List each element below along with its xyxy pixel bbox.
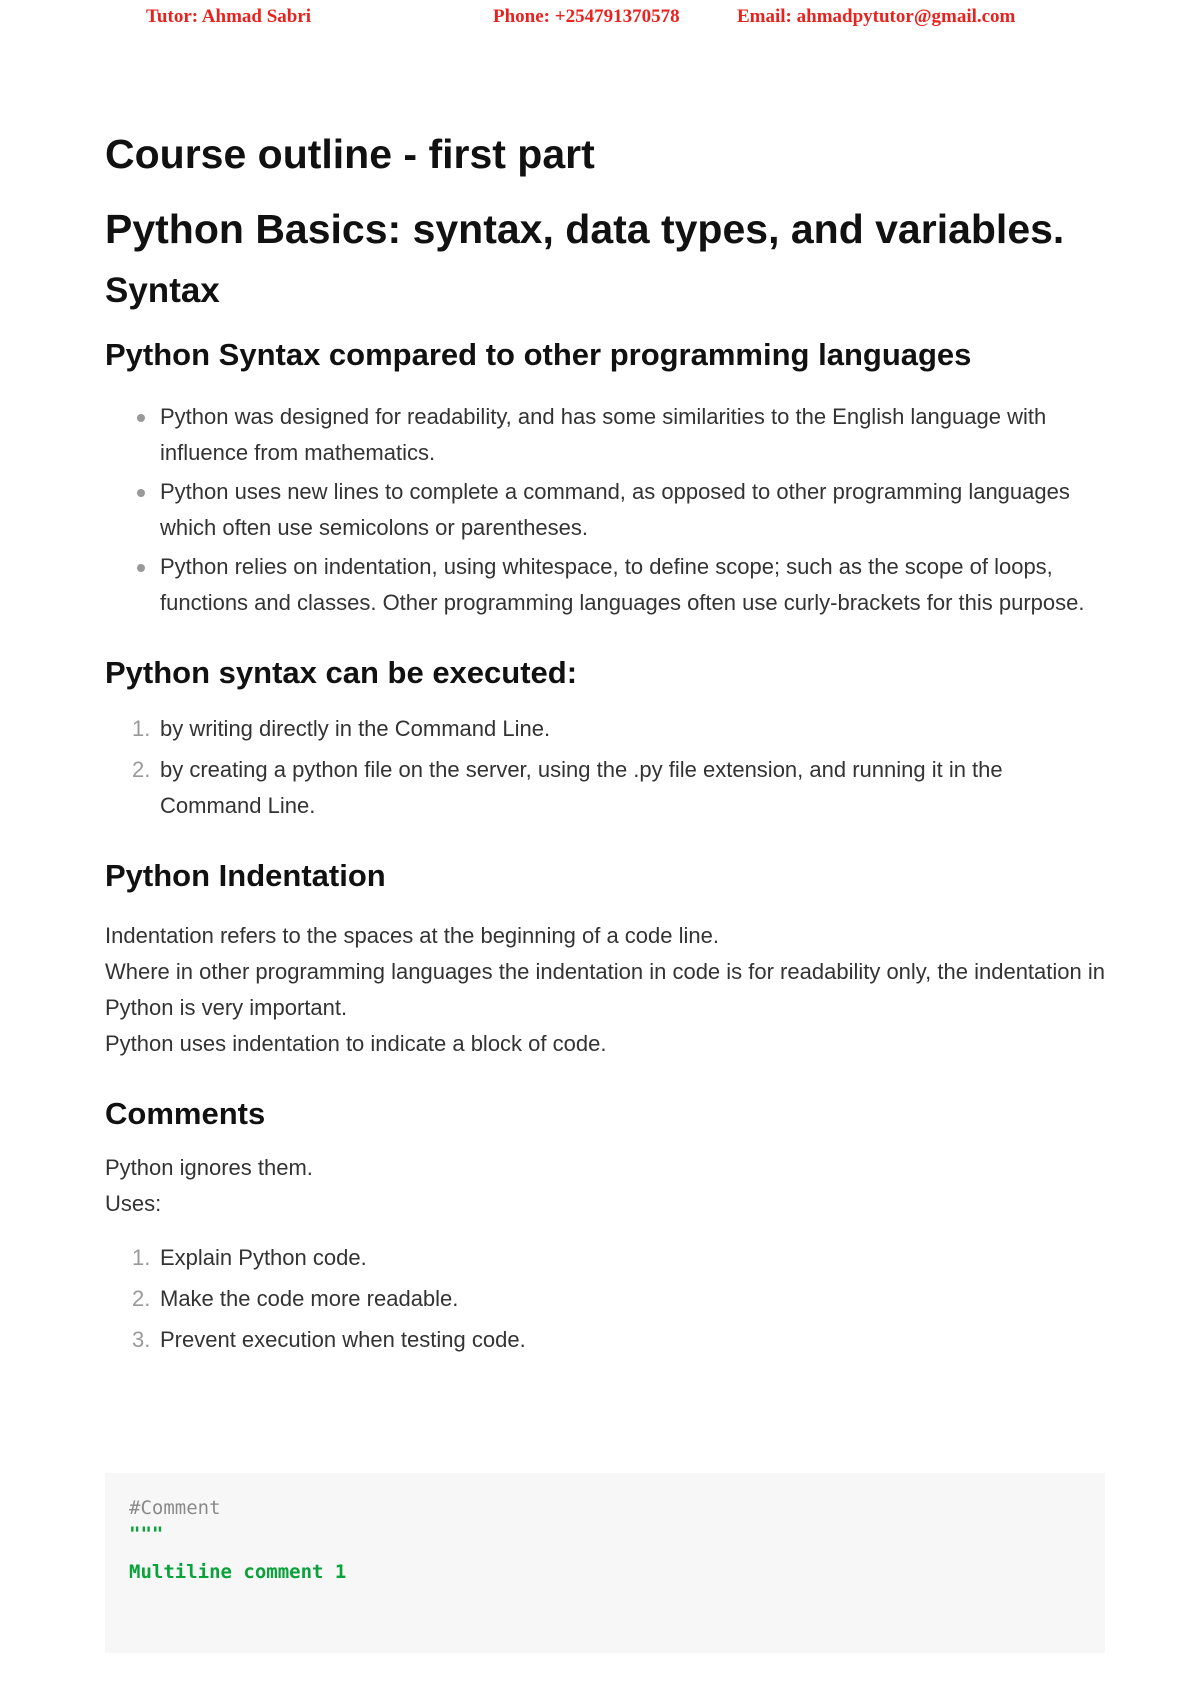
comments-uses-list bbox=[105, 1240, 1105, 1358]
list-number: 1. bbox=[132, 716, 151, 741]
tutor-email: Email: ahmadpytutor@gmail.com bbox=[737, 6, 1016, 27]
page-header bbox=[0, 6, 1200, 34]
comments-intro: Python ignores them. bbox=[105, 1155, 313, 1180]
list-text: by creating a python file on the server, using the .py file extension, and running it in the Command Line. bbox=[160, 757, 1003, 818]
syntax-compare-heading: Python Syntax compared to other programming languages bbox=[105, 337, 972, 372]
comments-heading: Comments bbox=[105, 1096, 266, 1131]
comments-text bbox=[105, 1150, 1105, 1222]
list-text: by writing directly in the Command Line. bbox=[160, 716, 551, 741]
python-basics-title: Python Basics: syntax, data types, and variables. bbox=[105, 206, 1065, 252]
course-outline-title: Course outline - first part bbox=[105, 131, 595, 177]
list-item: Python uses new lines to complete a command, as opposed to other programming languages which often use semicolons or parentheses. bbox=[160, 474, 1105, 546]
list-text: Explain Python code. bbox=[160, 1245, 367, 1270]
tutor-phone: Phone: +254791370578 bbox=[493, 6, 680, 27]
list-number: 2. bbox=[132, 757, 151, 782]
list-item: Python relies on indentation, using whitespace, to define scope; such as the scope of loops, functions and classes. Other programming languages often use curly-brackets for this purpose. bbox=[160, 549, 1105, 621]
indentation-line: Python uses indentation to indicate a block of code. bbox=[105, 1031, 607, 1056]
list-item bbox=[132, 711, 1105, 747]
indentation-line: Where in other programming languages the indentation in code is for readability only, the indentation in Python is very important. bbox=[105, 959, 1105, 1020]
code-line-multiline: Multiline comment 1 bbox=[129, 1561, 347, 1583]
document-body bbox=[105, 128, 1105, 1363]
list-item: Python was designed for readability, and has some similarities to the English language with influence from mathematics. bbox=[160, 399, 1105, 471]
list-number: 1. bbox=[132, 1245, 151, 1270]
list-text: Make the code more readable. bbox=[160, 1286, 459, 1311]
code-line-quotes: """ bbox=[129, 1523, 164, 1545]
code-block bbox=[105, 1473, 1105, 1653]
list-number: 3. bbox=[132, 1327, 151, 1352]
indentation-heading: Python Indentation bbox=[105, 858, 386, 893]
tutor-name: Tutor: Ahmad Sabri bbox=[146, 6, 312, 27]
comments-uses-label: Uses: bbox=[105, 1191, 162, 1216]
list-item bbox=[132, 752, 1105, 824]
list-text: Prevent execution when testing code. bbox=[160, 1327, 526, 1352]
list-item bbox=[132, 1281, 1105, 1317]
indentation-line: Indentation refers to the spaces at the beginning of a code line. bbox=[105, 923, 719, 948]
list-number: 2. bbox=[132, 1286, 151, 1311]
indentation-text bbox=[105, 918, 1105, 1062]
syntax-exec-list bbox=[105, 711, 1105, 824]
code-line-comment: #Comment bbox=[129, 1497, 221, 1519]
syntax-heading: Syntax bbox=[105, 271, 220, 310]
syntax-exec-heading: Python syntax can be executed: bbox=[105, 655, 578, 690]
list-item bbox=[132, 1240, 1105, 1276]
syntax-compare-list bbox=[105, 399, 1105, 621]
list-item bbox=[132, 1322, 1105, 1358]
